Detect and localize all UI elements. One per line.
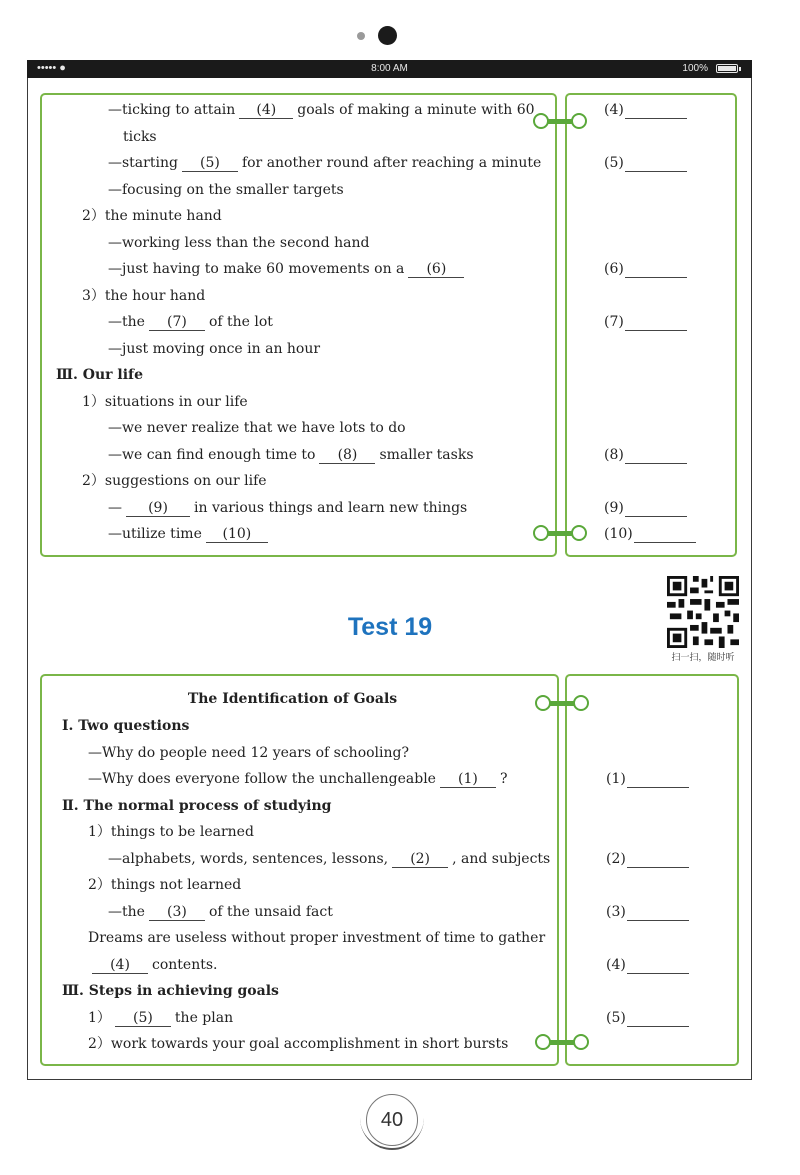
answer-blank[interactable] xyxy=(627,853,689,868)
fill-blank[interactable]: (8) xyxy=(319,447,375,464)
outline-line xyxy=(123,128,157,146)
line-text: —the xyxy=(108,314,145,330)
answer-slot[interactable] xyxy=(604,260,687,278)
qr-caption: 扫一扫，随时听 xyxy=(671,653,735,663)
answer-box-bottom xyxy=(565,674,739,1066)
outline-line xyxy=(108,419,406,437)
outline-line xyxy=(108,313,273,331)
line-text: 2）suggestions on our life xyxy=(82,473,267,489)
answer-label: (3) xyxy=(606,903,626,920)
answer-blank[interactable] xyxy=(627,773,689,788)
outline-line xyxy=(56,366,143,384)
line-text: —Why do people need 12 years of schooling? xyxy=(88,744,409,761)
outline-line xyxy=(108,340,320,358)
answer-label: (4) xyxy=(606,956,626,973)
answer-label: (2) xyxy=(606,850,626,867)
answer-blank[interactable] xyxy=(627,959,689,974)
line-text: —focusing on the smaller targets xyxy=(108,181,344,198)
answer-blank[interactable] xyxy=(625,316,687,331)
outline-line xyxy=(88,823,254,841)
outline-line xyxy=(108,903,333,921)
fill-blank[interactable]: (5) xyxy=(115,1010,171,1027)
outline-line xyxy=(108,850,550,868)
binder-ring xyxy=(533,523,587,545)
line-text: —working less than the second hand xyxy=(108,234,370,251)
section-heading: The Identification of Goals xyxy=(187,691,398,707)
answer-label: (9) xyxy=(604,499,624,516)
fill-blank[interactable]: (3) xyxy=(149,904,205,921)
answer-slot[interactable] xyxy=(606,903,689,921)
answer-blank[interactable] xyxy=(627,906,689,921)
outline-line xyxy=(88,929,545,947)
outline-line xyxy=(88,1009,233,1027)
line-text: goals of making a minute with 60 xyxy=(297,102,535,118)
outline-line xyxy=(62,797,331,815)
outline-line xyxy=(88,1035,508,1053)
line-text: 1）situations in our life xyxy=(82,393,248,410)
outline-line xyxy=(82,207,222,225)
line-text: —ticking to attain xyxy=(108,102,236,118)
answer-blank[interactable] xyxy=(634,528,696,543)
outline-line xyxy=(108,154,541,172)
line-text: —starting xyxy=(108,155,178,171)
line-text: Ⅲ. Steps in achieving goals xyxy=(62,983,279,999)
binder-ring xyxy=(535,1032,589,1054)
outline-line xyxy=(82,287,205,305)
line-text: —we can find enough time to xyxy=(108,446,316,463)
outline-line xyxy=(82,393,248,411)
line-text: —utilize time xyxy=(108,526,202,542)
signal-icon: ••••• ● xyxy=(37,62,66,74)
battery-level: 100% xyxy=(682,63,708,74)
answer-label: (4) xyxy=(604,102,624,118)
answer-blank[interactable] xyxy=(625,502,687,517)
answer-label: (1) xyxy=(606,771,626,787)
line-text: 2）work towards your goal accomplishment in short bursts xyxy=(88,1036,509,1052)
answer-label: (8) xyxy=(604,446,624,463)
answer-slot[interactable] xyxy=(604,446,687,464)
line-text: the plan xyxy=(174,1009,234,1026)
fill-blank[interactable]: (4) xyxy=(92,957,148,974)
outline-line xyxy=(108,181,344,199)
outline-line xyxy=(108,101,535,119)
answer-slot[interactable] xyxy=(604,313,687,331)
answer-slot[interactable] xyxy=(604,154,687,172)
answer-slot[interactable] xyxy=(604,499,687,517)
outline-line xyxy=(108,525,272,543)
line-text: —alphabets, words, sentences, lessons, xyxy=(108,850,389,867)
fill-blank[interactable]: (10) xyxy=(206,526,268,543)
fill-blank[interactable]: (7) xyxy=(149,314,205,331)
line-text: for another round after reaching a minute xyxy=(241,155,542,171)
indicator-dot[interactable] xyxy=(357,32,365,40)
fill-blank[interactable]: (5) xyxy=(182,155,238,172)
line-text: —just having to make 60 movements on a xyxy=(108,261,405,277)
fill-blank[interactable]: (4) xyxy=(239,102,293,119)
status-time: 8:00 AM xyxy=(371,63,408,74)
test-title: Test 19 xyxy=(347,613,433,641)
fill-blank[interactable]: (2) xyxy=(392,851,448,868)
answer-blank[interactable] xyxy=(625,157,687,172)
answer-label: (10) xyxy=(604,526,633,542)
fill-blank[interactable]: (6) xyxy=(408,261,464,278)
answer-slot[interactable] xyxy=(604,525,696,543)
answer-blank[interactable] xyxy=(627,1012,689,1027)
answer-blank[interactable] xyxy=(625,449,687,464)
answer-slot[interactable] xyxy=(604,101,687,119)
line-text: 2）the minute hand xyxy=(82,208,222,224)
battery-icon xyxy=(716,64,738,73)
line-text: ? xyxy=(499,771,508,787)
binder-ring xyxy=(533,111,587,133)
answer-blank[interactable] xyxy=(625,263,687,278)
line-text: 2）things not learned xyxy=(88,877,242,893)
line-text: Ⅰ. Two questions xyxy=(62,718,190,734)
qr-code-icon[interactable] xyxy=(667,576,739,648)
outline-line xyxy=(88,956,217,974)
page-indicator xyxy=(0,24,800,48)
line-text: of the lot xyxy=(208,314,273,330)
line-text: contents. xyxy=(152,956,218,973)
line-text: —just moving once in an hour xyxy=(108,340,321,357)
outline-line xyxy=(88,744,409,762)
line-text: in various things and learn new things xyxy=(194,499,468,516)
line-text: of the unsaid fact xyxy=(208,903,333,920)
status-bar xyxy=(27,60,752,78)
answer-label: (6) xyxy=(604,261,624,277)
answer-slot[interactable] xyxy=(606,1009,689,1027)
answer-label: (7) xyxy=(604,314,624,330)
line-text: smaller tasks xyxy=(379,446,474,463)
page-number: 40 xyxy=(366,1094,418,1146)
fill-blank[interactable]: (1) xyxy=(440,771,496,788)
line-text: — xyxy=(108,499,122,516)
outline-line xyxy=(108,499,467,517)
outline-line xyxy=(82,472,267,490)
outline-line xyxy=(88,770,507,788)
answer-blank[interactable] xyxy=(625,104,687,119)
line-text: , and subjects xyxy=(452,850,551,867)
outline-line xyxy=(108,234,369,252)
line-text: Ⅱ. The normal process of studying xyxy=(62,797,332,814)
answer-slot[interactable] xyxy=(606,956,689,974)
line-text: 1）things to be learned xyxy=(88,824,254,840)
line-text: Dreams are useless without proper investment of time to gather xyxy=(88,930,546,946)
line-text: Ⅲ. Our life xyxy=(56,367,143,383)
line-text: —we never realize that we have lots to do xyxy=(108,420,406,436)
line-text: —the xyxy=(108,903,145,920)
line-text: —Why does everyone follow the unchallengeable xyxy=(88,771,436,787)
outline-line xyxy=(108,260,468,278)
fill-blank[interactable]: (9) xyxy=(126,500,190,517)
outline-line xyxy=(62,982,279,1000)
answer-label: (5) xyxy=(606,1009,626,1026)
answer-label: (5) xyxy=(604,155,624,171)
outline-line xyxy=(62,717,189,735)
outline-line xyxy=(88,876,241,894)
battery-tip xyxy=(739,67,741,71)
line-text: 1） xyxy=(88,1009,111,1026)
line-text: ticks xyxy=(123,128,157,145)
indicator-dot-active[interactable] xyxy=(378,26,397,45)
answer-slot[interactable] xyxy=(606,850,689,868)
outline-line xyxy=(108,446,474,464)
answer-slot[interactable] xyxy=(606,770,689,788)
line-text: 3）the hour hand xyxy=(82,287,206,304)
